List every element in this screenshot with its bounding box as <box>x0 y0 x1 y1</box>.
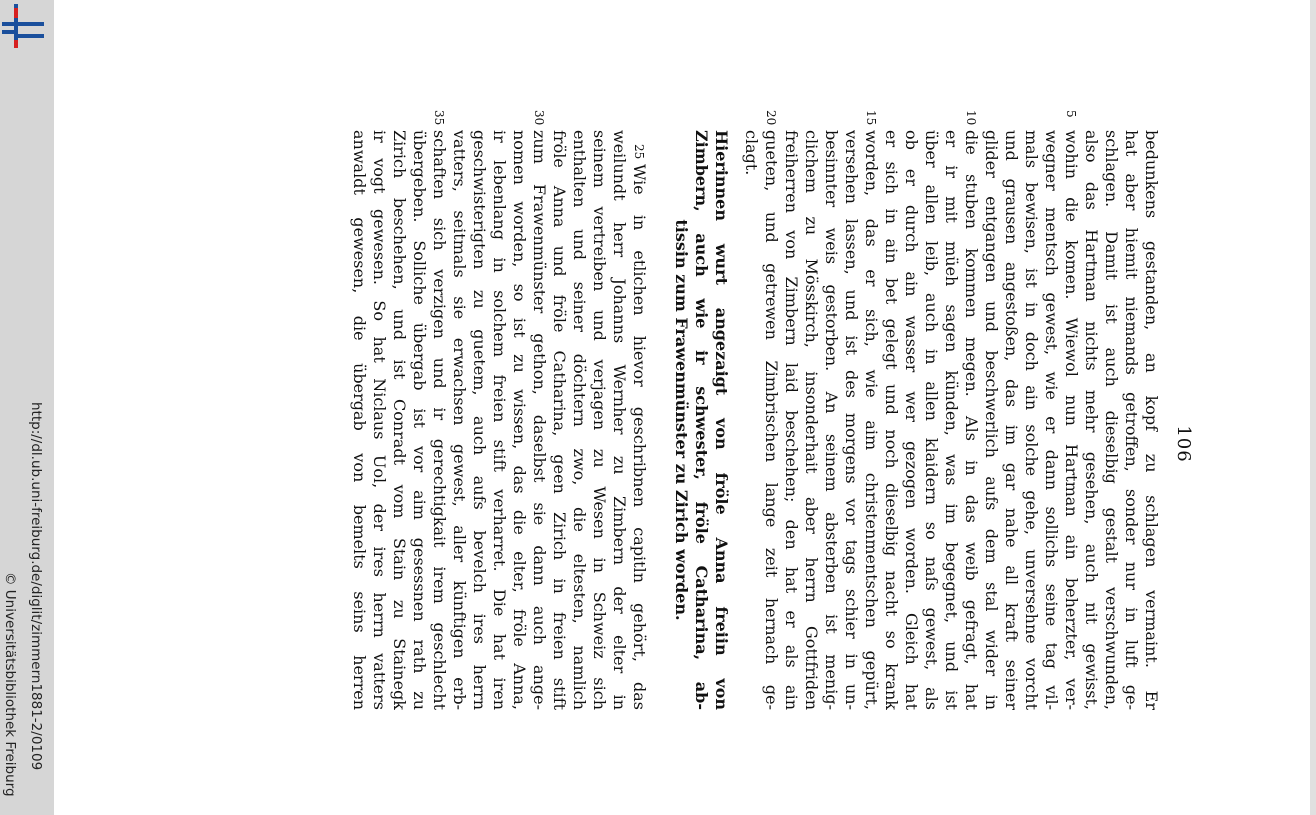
line-number: 25 <box>632 144 646 160</box>
line-text: freiherren von Zimbern laid beschehen; den hat er als ain <box>782 130 801 710</box>
line-text: geschwisterigten zu guetem, auch aufs bevelch ires herrn <box>470 130 489 710</box>
text-line <box>409 130 429 710</box>
heading-line: Hierinnen wurt angezaigt von fröle Anna freiin von <box>712 130 731 710</box>
line-text: fröle Anna und fröle Catharina, geen Zirich in freien stift <box>550 130 569 710</box>
text-line <box>901 130 921 710</box>
text-line <box>1121 130 1141 710</box>
line-text: weilundt herr Johanns Wernher zu Zimbern der elter in <box>610 130 629 710</box>
copyright-notice: © Universitätsbibliothek Freiburg <box>2 572 18 797</box>
text-line <box>1141 130 1161 710</box>
scanned-page <box>349 110 1194 710</box>
line-text: hat aber hiemit niemands getroffen, sonder nur in luft ge- <box>1122 130 1141 710</box>
text-line <box>509 130 529 710</box>
line-text: über allen leib, auch in allen klaidern so naſs gewest, als <box>922 130 941 710</box>
line-text: versehen lassen, und ist des morgens vor tags schier in un- <box>842 130 861 710</box>
text-line <box>861 110 881 710</box>
line-text: Wie in etlichen hievor geschribnen capitln gehört, das <box>630 164 649 710</box>
line-text: clichem zu Mösskirch, insonderhait aber herrn Gottfriden <box>802 130 821 710</box>
line-number: 5 <box>1064 110 1078 118</box>
text-line <box>801 130 821 710</box>
text-line <box>629 130 649 710</box>
line-text: clagt. <box>742 130 761 176</box>
text-line <box>941 130 961 710</box>
line-text: also das Hartman nichts mehr gesehen, auch nit gewisst, <box>1082 130 1101 710</box>
line-text: schaften sich verzigen und ir gerechtigkait irem geschlecht <box>430 130 449 710</box>
text-block-1 <box>741 110 1161 710</box>
line-text: enthalten und seiner döchtern zwo, die eltesten, namlich <box>570 130 589 710</box>
text-line <box>1081 130 1101 710</box>
text-line <box>761 110 781 710</box>
text-line <box>589 130 609 710</box>
text-line <box>841 130 861 710</box>
line-number: 15 <box>864 110 878 126</box>
text-line <box>369 130 389 710</box>
chapter-heading <box>671 130 731 710</box>
text-line <box>569 130 589 710</box>
text-block-2 <box>349 110 649 710</box>
text-line <box>429 110 449 710</box>
text-line <box>741 130 761 710</box>
line-text: gueten, und getrewen Zimbrischen lange zeit hernach ge- <box>762 130 781 710</box>
text-line <box>1061 110 1081 710</box>
text-line <box>821 130 841 710</box>
line-text: ir lebenlang in solchem freien stift verharret. Die hat iren <box>490 130 509 710</box>
line-text: er ir mit müeh sagen künden, was im begegnet, und ist <box>942 130 961 710</box>
scrollbar-track[interactable] <box>1310 0 1316 815</box>
heading-line: tissin zum Frawenmünster zu Zirich worden. <box>672 219 691 621</box>
line-text: und grausen angestoßen, das im gar nahe all kraft seiner <box>1002 130 1021 710</box>
line-text: ob er durch ain wasser wer gezogen worden. Gleich hat <box>902 130 921 710</box>
heading-line: Zimbern, auch wie ir schwester, fröle Catharina, ab- <box>692 130 711 710</box>
line-text: nomen worden, so ist zu wissen, das die elter, fröle Anna, <box>510 130 529 710</box>
text-line <box>349 130 369 710</box>
text-line <box>549 130 569 710</box>
text-line <box>389 130 409 710</box>
text-line <box>781 130 801 710</box>
source-url[interactable]: http://dl.ub.uni-freiburg.de/diglit/zimmern1881-2/0109 <box>28 402 44 771</box>
line-text: seinem vertreiben und verjagen zu Wesen in Schweiz sich <box>590 130 609 710</box>
line-number: 30 <box>532 110 546 126</box>
text-line <box>1101 130 1121 710</box>
line-text: übergeben. Solliche übergab ist vor aim gesessnen rath zu <box>410 130 429 710</box>
line-text: mals bewisen, ist in doch ain solche gehe, unversehne vorcht <box>1022 130 1041 710</box>
line-text: glider entgangen und beschwerlich aufs dem stal wider in <box>982 130 1001 710</box>
text-line <box>469 130 489 710</box>
line-text: schlagen. Damit ist auch dieselbig gestalt verschwunden, <box>1102 130 1121 710</box>
line-number: 10 <box>964 110 978 126</box>
line-text: worden, das er sich, wie aim christenmentschen gepürt, <box>862 130 881 710</box>
text-line <box>1001 130 1021 710</box>
page-number: 106 <box>1173 425 1194 463</box>
text-line <box>881 130 901 710</box>
text-line <box>1021 130 1041 710</box>
line-text: wohin die komen. Wiewol nun Hartman ain beherzter, ver- <box>1062 130 1081 710</box>
line-number: 20 <box>764 110 778 126</box>
line-text: Zirich beschehen, und ist Conradt vom Stain zu Stainegk <box>390 130 409 710</box>
line-text: vatters, seitmals sie erwachsen gewest, aller künftigen erb- <box>450 130 469 710</box>
text-line <box>609 130 629 710</box>
line-text: zum Frawenmünster gethon, daselbst sie dann auch ange- <box>530 130 549 710</box>
line-text: ir vogt gewesen. So hat Niclaus Uol, der ires herrn vatters <box>370 130 389 710</box>
text-line <box>961 110 981 710</box>
line-text: er sich in ain bet gelegt und noch dieselbig nacht so krank <box>882 130 901 710</box>
text-line <box>921 130 941 710</box>
text-line <box>1041 130 1061 710</box>
text-line <box>529 110 549 710</box>
line-number: 35 <box>432 110 446 126</box>
line-text: anwaldt gewesen, die übergab von bemelts seins herren <box>350 130 369 710</box>
line-text: besinnter weis gestorben. An seinem absterben ist menig- <box>822 130 841 710</box>
line-text: die stuben kommen megen. Als in das weib gefragt, hat <box>962 130 981 710</box>
text-line <box>489 130 509 710</box>
viewer-sidebar <box>0 0 54 815</box>
text-line <box>981 130 1001 710</box>
line-text: wegner mentsch gewest, wie er dann sollichs seine tag vil- <box>1042 130 1061 710</box>
library-logo <box>0 0 46 52</box>
line-text: bedunkens gestanden, an kopf zu schlagen vermaint. Er <box>1142 130 1161 710</box>
text-line <box>449 130 469 710</box>
